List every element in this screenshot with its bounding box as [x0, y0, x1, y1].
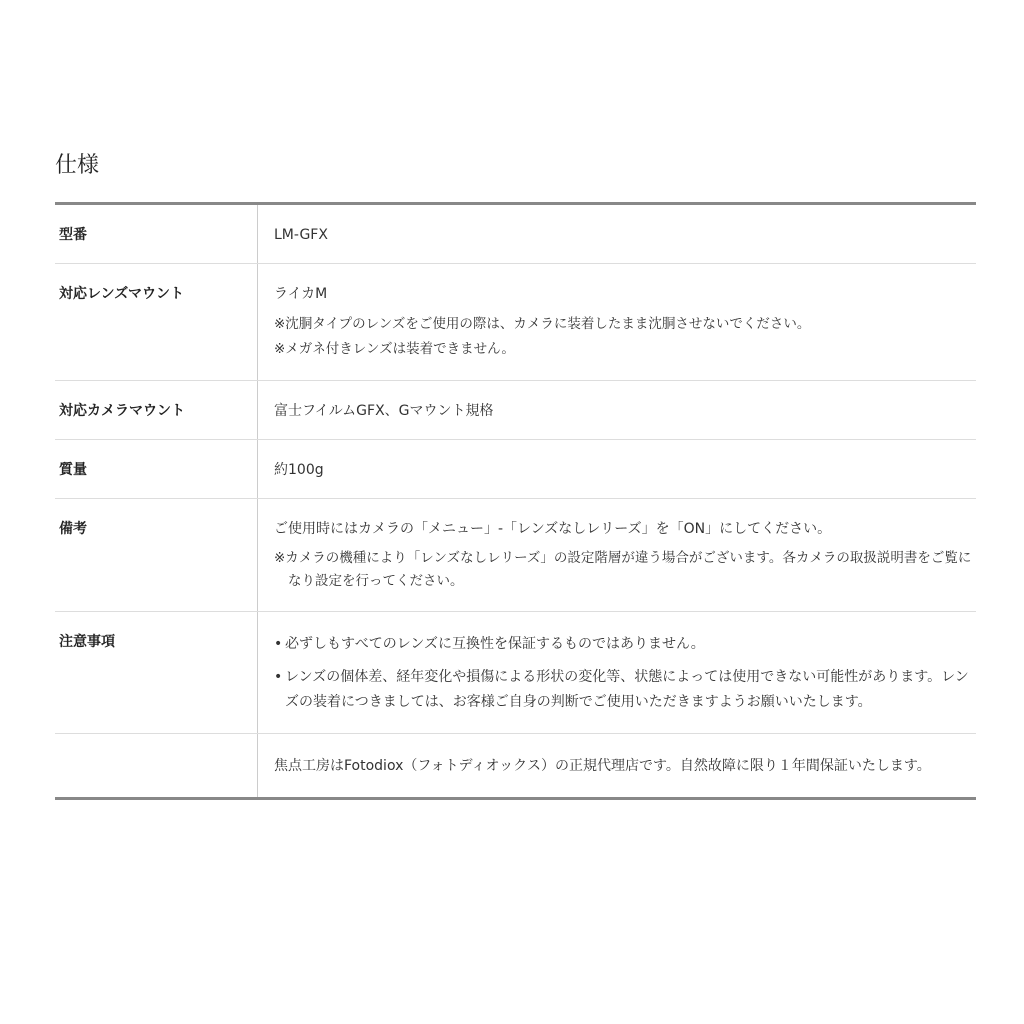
spec-row-lens-mount [55, 264, 976, 381]
spec-row-camera-mount [55, 381, 976, 440]
spec-value-text: ご使用時にはカメラの「メニュー」-「レンズなしレリーズ」を「ON」にしてください。 [274, 521, 832, 537]
spec-row-cautions [55, 612, 976, 734]
caution-text: 必ずしもすべてのレンズに互換性を保証するものではありません。 [285, 636, 705, 652]
spec-value [258, 440, 977, 499]
caution-text: レンズの個体差、経年変化や損傷による形状の変化等、状態によっては使用できない可能性があります。レンズの装着につきましては、お客様ご自身の判断でご使用いただきますようお願いいたします。 [285, 669, 969, 710]
spec-value [258, 734, 977, 799]
spec-note: ※カメラの機種により「レンズなしレリーズ」の設定階層が違う場合がございます。各カメラの取扱説明書をご覧になり設定を行ってください。 [274, 550, 972, 589]
spec-label: 型番 [55, 204, 258, 264]
spec-value-text: 約100g [274, 462, 324, 478]
spec-note: ※メガネ付きレンズは装着できません。 [274, 341, 515, 357]
caution-item [274, 632, 972, 657]
spec-table [55, 202, 976, 800]
spec-label [55, 734, 258, 799]
spec-row-model [55, 204, 976, 264]
spec-row-warranty [55, 734, 976, 799]
spec-row-weight [55, 440, 976, 499]
spec-note: ※沈胴タイプのレンズをご使用の際は、カメラに装着したまま沈胴させないでください。 [274, 316, 811, 332]
spec-value [258, 264, 977, 381]
spec-value [258, 612, 977, 734]
page-title: 仕様 [55, 153, 100, 178]
spec-label: 備考 [55, 499, 258, 612]
spec-value [258, 204, 977, 264]
spec-row-remarks [55, 499, 976, 612]
spec-value [258, 381, 977, 440]
spec-label: 対応カメラマウント [55, 381, 258, 440]
bullet-icon: • [274, 636, 283, 652]
spec-label: 対応レンズマウント [55, 264, 258, 381]
spec-value-text: LM-GFX [274, 227, 328, 243]
spec-value-text: 富士フイルムGFX、Gマウント規格 [274, 403, 494, 419]
spec-label: 質量 [55, 440, 258, 499]
spec-value-text: ライカM [274, 286, 328, 302]
bullet-icon: • [274, 669, 283, 685]
spec-label: 注意事項 [55, 612, 258, 734]
warranty-text: 焦点工房はFotodiox（フォトディオックス）の正規代理店です。自然故障に限り１年間保証いたします。 [274, 758, 931, 774]
caution-item [274, 665, 972, 715]
spec-value [258, 499, 977, 612]
